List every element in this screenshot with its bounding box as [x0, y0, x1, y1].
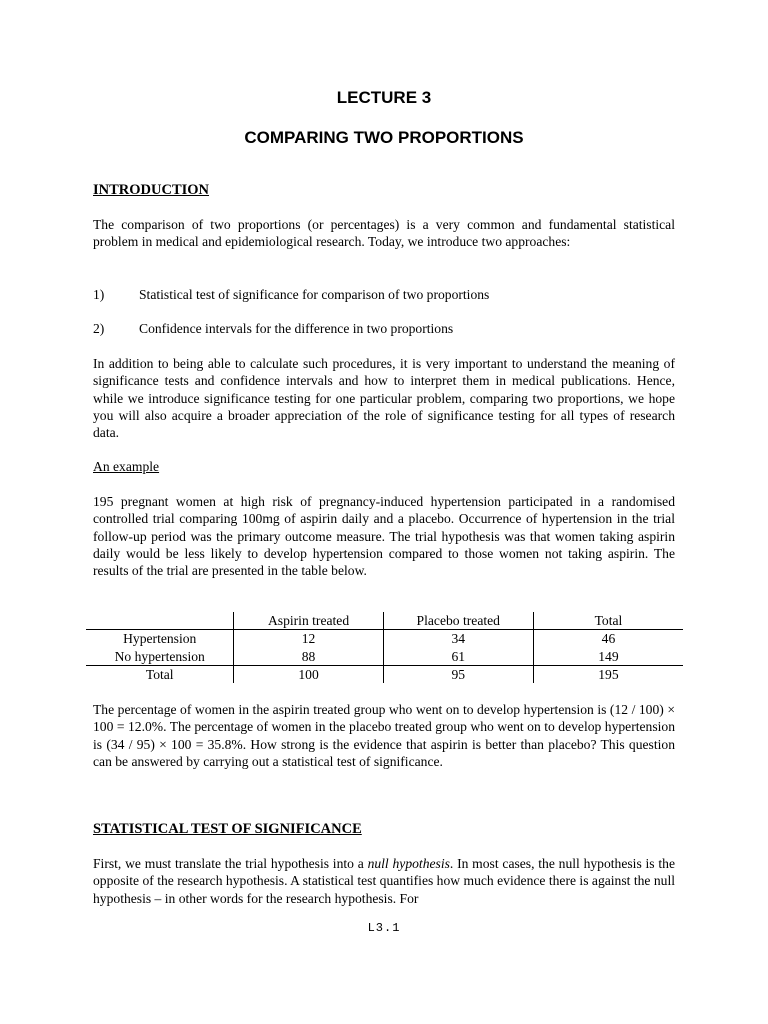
results-paragraph: The percentage of women in the aspirin treated group who went on to develop hypertension is (12 / 100) × 100 = 12.0%. The percentage of women in the placebo treated group who went on to develop hypertension is (34 / 95) × 100 = 35.8%. How strong is the evidence that aspirin is better than placebo? This question can be answered by carrying out a statistical test of significance. — [93, 702, 675, 769]
table-row-label: No hypertension — [86, 648, 234, 666]
list-item-text: Confidence intervals for the difference in two proportions — [139, 321, 454, 336]
table-row-label: Total — [145, 666, 174, 682]
list-item-number: 1) — [93, 287, 105, 302]
table-cell: 46 — [533, 630, 683, 648]
table-cell: 61 — [383, 648, 533, 666]
table-cell: 12 — [234, 630, 383, 648]
table-cell: 95 — [383, 665, 533, 683]
significance-heading: STATISTICAL TEST OF SIGNIFICANCE — [93, 821, 362, 837]
null-hypothesis-term: null hypothesis — [367, 856, 450, 871]
example-heading: An example — [93, 459, 160, 474]
table-cell: 195 — [533, 665, 683, 683]
null-hypothesis-paragraph — [93, 855, 675, 907]
table-header-cell: Total — [533, 612, 683, 630]
table-cell: 149 — [533, 648, 683, 666]
lecture-title: LECTURE 3 — [336, 88, 432, 107]
page-number: L3.1 — [367, 921, 401, 935]
table-row-label: Hypertension — [123, 631, 197, 647]
intro-paragraph: The comparison of two proportions (or percentages) is a very common and fundamental statistical problem in medical and epidemiological research. Today, we introduce two approaches: — [93, 217, 675, 250]
paragraph-text: First, we must translate the trial hypothesis into a — [93, 856, 368, 871]
table-header-row — [86, 612, 683, 630]
table-row — [86, 665, 683, 683]
table-cell: 100 — [234, 665, 383, 683]
table-header-cell: Placebo treated — [383, 612, 533, 630]
results-table — [86, 612, 683, 683]
list-item-number: 2) — [93, 321, 105, 336]
table-cell: 88 — [234, 648, 383, 666]
table-cell: 34 — [383, 630, 533, 648]
paragraph-text: . In most cases, the null hypothesis is the opposite of the research hypothesis. A statistical test quantifies how much evidence there is against the null hypothesis – in other words for the research hypothesis. For — [93, 856, 675, 906]
table-row — [86, 648, 683, 666]
table-header-cell — [86, 612, 234, 630]
table-row — [86, 630, 683, 648]
introduction-heading: INTRODUCTION — [93, 182, 210, 198]
table-header-cell: Aspirin treated — [234, 612, 383, 630]
list-item-text: Statistical test of significance for comparison of two proportions — [139, 287, 490, 302]
lecture-subtitle: COMPARING TWO PROPORTIONS — [244, 128, 524, 147]
example-paragraph: 195 pregnant women at high risk of pregnancy-induced hypertension participated in a randomised controlled trial comparing 100mg of aspirin daily and a placebo. Occurrence of hypertension in the trial follow-up period was the primary outcome measure. The trial hypothesis was that women taking aspirin daily would be less likely to develop hypertension compared to those women not taking aspirin. The results of the trial are presented in the table below. — [93, 494, 675, 579]
paragraph-significance-intro: In addition to being able to calculate such procedures, it is very important to understand the meaning of significance tests and confidence intervals and how to interpret them in medical publications. Hence, while we introduce significance testing for one particular problem, comparing two proportions, we hope you will also acquire a broader appreciation of the role of significance testing for all types of research data. — [93, 356, 675, 441]
